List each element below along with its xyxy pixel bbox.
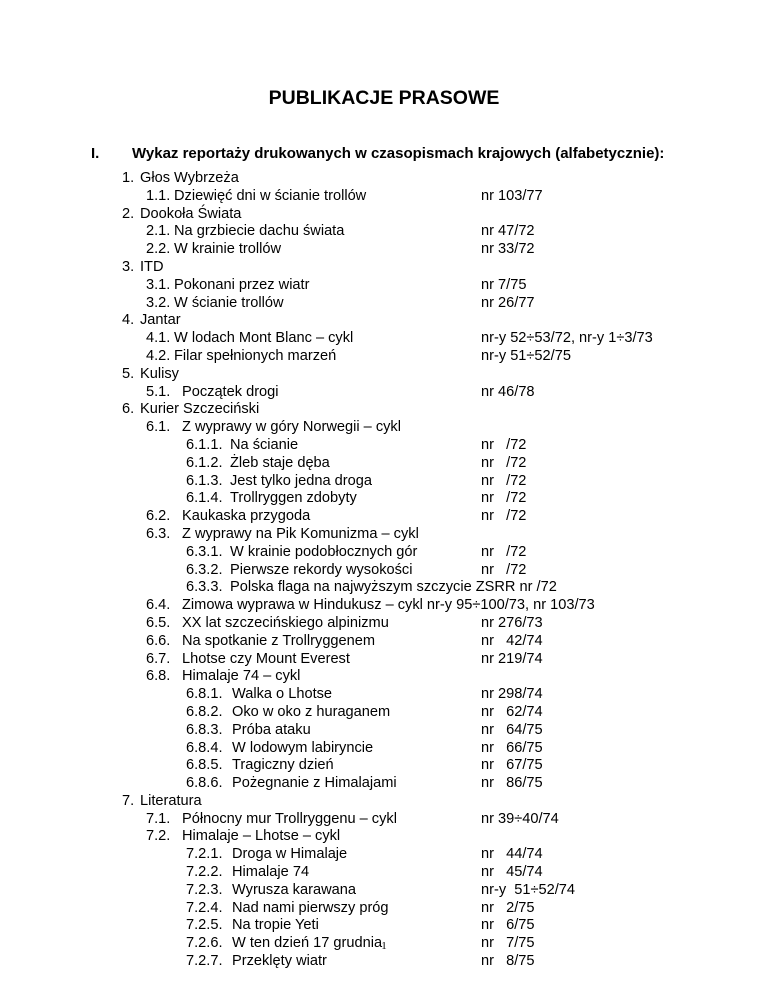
entry-title: Początek drogi [182,383,279,400]
list-item [0,295,768,313]
entry-issue-ref: nr 44/74 [481,846,543,863]
list-item [0,686,768,704]
entry-number: 7.2.1. [186,846,223,863]
entry-title: Filar spełnionych marzeń [174,347,337,364]
entry-title: Żleb staje dęba [230,454,330,471]
entry-number: 4.1. [146,330,171,347]
list-item [0,900,768,918]
entry-title: Walka o Lhotse [232,686,333,703]
list-item [0,330,768,348]
entry-title: Północny mur Trollryggenu – cykl [182,810,397,827]
entry-number: 4. [122,312,135,329]
list-item [0,473,768,491]
entry-title: Oko w oko z huraganem [232,703,391,720]
entry-title: Trollryggen zdobyty [230,490,357,507]
entry-number: 6.3.3. [186,579,223,596]
entry-issue-ref: nr /72 [481,454,527,471]
list-item [0,366,768,384]
list-item [0,722,768,740]
entry-issue-ref: nr 7/75 [481,276,527,293]
entry-issue-ref: nr 7/75 [481,935,535,952]
list-item [0,170,768,188]
list-item [0,579,768,597]
list-item [0,775,768,793]
list-item [0,828,768,846]
entry-title: Literatura [140,792,202,809]
list-item [0,401,768,419]
entry-number: 7.2.4. [186,899,223,916]
entry-number: 6.1.4. [186,490,223,507]
entry-title: Himalaje – Lhotse – cykl [182,828,341,845]
entry-title: Na ścianie [230,436,299,453]
entry-title: W krainie trollów [174,241,282,258]
entry-title: Pokonani przez wiatr [174,276,310,293]
list-item [0,490,768,508]
entry-number: 6.8.3. [186,721,223,738]
entry-title: Na tropie Yeti [232,917,319,934]
list-item [0,259,768,277]
entry-number: 6.7. [146,650,171,667]
list-item [0,615,768,633]
entry-number: 6.8.6. [186,775,223,792]
entry-number: 7.2. [146,828,171,845]
entry-number: 6.8.1. [186,686,223,703]
entry-issue-ref: nr 86/75 [481,775,543,792]
section-number: I. [91,145,100,162]
entry-issue-ref: nr 46/78 [481,383,535,400]
entry-title: Na spotkanie z Trollryggenem [182,632,376,649]
entry-issue-ref: nr /72 [481,561,527,578]
entry-number: 6. [122,401,135,418]
entry-title: Jantar [140,312,181,329]
entry-title: Zimowa wyprawa w Hindukusz – cykl nr-y 95÷100/73, nr 103/73 [182,597,595,614]
entry-number: 6.3. [146,525,171,542]
entry-number: 7.2.7. [186,953,223,970]
entry-issue-ref: nr 67/75 [481,757,543,774]
entry-issue-ref: nr 6/75 [481,917,535,934]
entry-number: 6.2. [146,508,171,525]
entry-issue-ref: nr 26/77 [481,294,535,311]
entry-title: Kurier Szczeciński [140,401,260,418]
list-item [0,384,768,402]
entry-issue-ref: nr /72 [481,543,527,560]
list-item [0,668,768,686]
list-item [0,223,768,241]
entry-issue-ref: nr /72 [481,490,527,507]
entry-title: W ścianie trollów [174,294,284,311]
entry-title: Dookoła Świata [140,205,242,222]
entry-issue-ref: nr 42/74 [481,632,543,649]
entry-number: 6.3.2. [186,561,223,578]
list-item [0,846,768,864]
entry-issue-ref: nr 66/75 [481,739,543,756]
entry-title: Dziewięć dni w ścianie trollów [174,187,367,204]
entry-number: 6.3.1. [186,543,223,560]
entry-title: Pierwsze rekordy wysokości [230,561,413,578]
entry-number: 6.6. [146,632,171,649]
entry-title: W lodach Mont Blanc – cykl [174,330,354,347]
entry-title: Droga w Himalaje [232,846,348,863]
list-item [0,544,768,562]
entry-issue-ref: nr-y 51÷52/74 [481,881,576,898]
entry-title: W ten dzień 17 grudnia [232,935,383,952]
entry-title: Głos Wybrzeża [140,170,239,186]
list-item [0,704,768,722]
list-item [0,312,768,330]
entry-number: 2.1. [146,223,171,240]
entry-issue-ref: nr 276/73 [481,614,543,631]
list-item [0,651,768,669]
entry-number: 3. [122,258,135,275]
list-item [0,597,768,615]
entry-title: Pożegnanie z Himalajami [232,775,397,792]
entry-number: 1.1. [146,187,171,204]
list-item [0,793,768,811]
entry-title: ITD [140,258,164,275]
entry-issue-ref: nr 47/72 [481,223,535,240]
page-title: PUBLIKACJE PRASOWE [268,87,500,109]
entry-number: 5.1. [146,383,171,400]
list-item [0,206,768,224]
page-number: 1 [381,940,387,952]
entry-number: 5. [122,365,135,382]
entry-title: Z wyprawy w góry Norwegii – cykl [182,419,401,436]
entry-issue-ref: nr /72 [481,508,527,525]
list-item [0,811,768,829]
entry-number: 7.2.2. [186,864,223,881]
list-item [0,740,768,758]
entry-title: Kulisy [140,365,179,382]
list-item [0,526,768,544]
entry-title: Nad nami pierwszy próg [232,899,389,916]
entry-number: 6.1. [146,419,171,436]
entry-title: Lhotse czy Mount Everest [182,650,350,667]
list-item [0,917,768,935]
list-item [0,633,768,651]
entry-issue-ref: nr 219/74 [481,650,543,667]
entry-issue-ref: nr /72 [481,472,527,489]
entry-number: 7. [122,792,135,809]
entry-title: Przeklęty wiatr [232,953,327,970]
publication-list [0,170,768,971]
entry-number: 2.2. [146,241,171,258]
entry-title: Kaukaska przygoda [182,508,311,525]
entry-title: Himalaje 74 – cykl [182,668,301,685]
entry-number: 4.2. [146,347,171,364]
list-item [0,882,768,900]
entry-issue-ref: nr 45/74 [481,864,543,881]
section-title: Wykaz reportaży drukowanych w czasopismach krajowych (alfabetycznie): [132,145,665,162]
entry-issue-ref: nr 39÷40/74 [481,810,559,827]
entry-title: Na grzbiecie dachu świata [174,223,345,240]
entry-issue-ref: nr /72 [481,436,527,453]
entry-title: W krainie podobłocznych gór [230,543,418,560]
entry-title: Próba ataku [232,721,311,738]
list-item [0,277,768,295]
entry-number: 7.2.6. [186,935,223,952]
list-item [0,757,768,775]
entry-number: 6.8. [146,668,171,685]
entry-issue-ref: nr 64/75 [481,721,543,738]
entry-title: Wyrusza karawana [232,881,356,898]
entry-title: Polska flaga na najwyższym szczycie ZSRR nr /72 [230,579,557,596]
entry-number: 1. [122,170,135,186]
entry-number: 3.1. [146,276,171,293]
list-item [0,508,768,526]
list-item [0,188,768,206]
entry-title: Himalaje 74 [232,864,310,881]
list-item [0,953,768,971]
entry-number: 7.2.3. [186,881,223,898]
entry-title: Jest tylko jedna droga [230,472,372,489]
entry-issue-ref: nr-y 51÷52/75 [481,347,571,364]
list-item [0,348,768,366]
entry-number: 2. [122,205,135,222]
entry-title: W lodowym labiryncie [232,739,374,756]
list-item [0,562,768,580]
entry-number: 7.1. [146,810,171,827]
entry-issue-ref: nr 8/75 [481,953,535,970]
entry-number: 6.4. [146,597,171,614]
entry-issue-ref: nr 33/72 [481,241,535,258]
entry-issue-ref: nr 2/75 [481,899,535,916]
list-item [0,241,768,259]
entry-issue-ref: nr 298/74 [481,686,543,703]
list-item [0,455,768,473]
entry-number: 6.8.4. [186,739,223,756]
entry-number: 6.5. [146,614,171,631]
entry-issue-ref: nr 62/74 [481,703,543,720]
entry-number: 6.8.2. [186,703,223,720]
entry-number: 6.8.5. [186,757,223,774]
entry-number: 6.1.1. [186,436,223,453]
entry-number: 3.2. [146,294,171,311]
entry-issue-ref: nr-y 52÷53/72, nr-y 1÷3/73 [481,330,653,347]
entry-number: 7.2.5. [186,917,223,934]
entry-title: Tragiczny dzień [232,757,334,774]
list-item [0,864,768,882]
entry-number: 6.1.3. [186,472,223,489]
entry-title: XX lat szczecińskiego alpinizmu [182,614,389,631]
entry-issue-ref: nr 103/77 [481,187,543,204]
list-item [0,419,768,437]
list-item [0,437,768,455]
entry-number: 6.1.2. [186,454,223,471]
entry-title: Z wyprawy na Pik Komunizma – cykl [182,525,419,542]
